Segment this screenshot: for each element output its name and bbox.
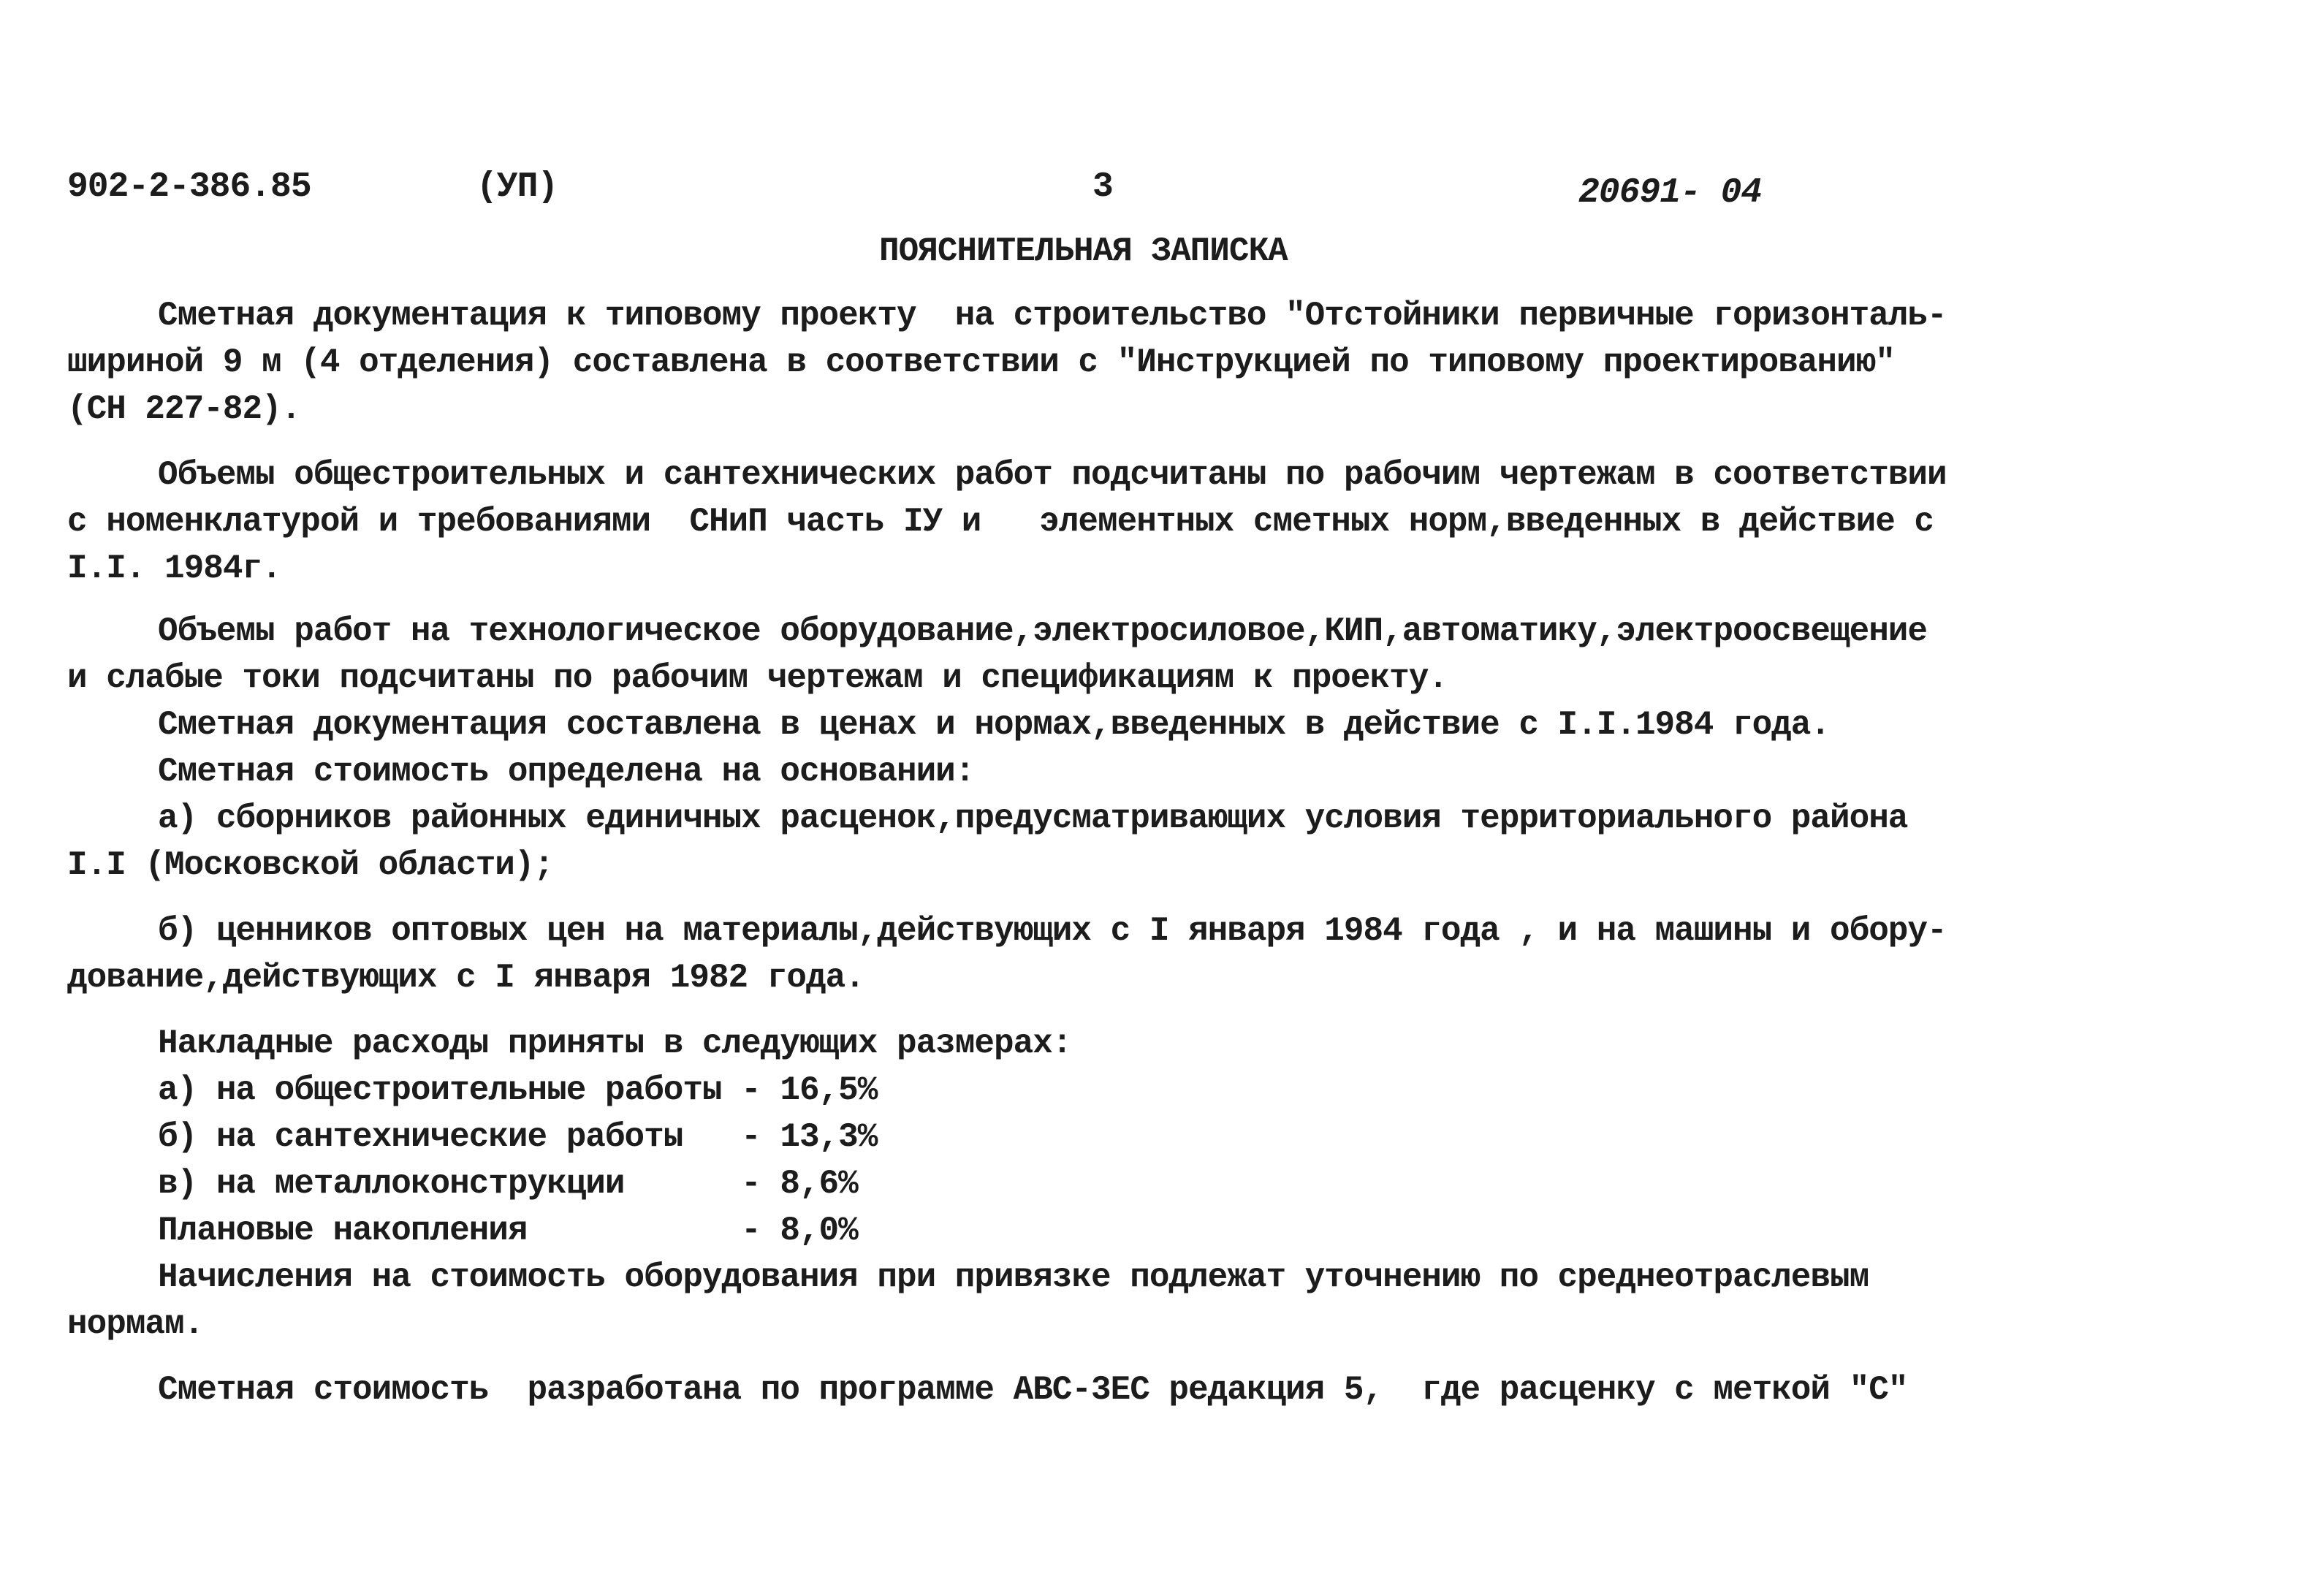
- text-line: Объемы общестроительных и сантехнических работ подсчитаны по рабочим чертежам в соответствии: [158, 456, 1947, 494]
- document-code: 902-2-386.85: [67, 167, 311, 207]
- text-line: а) сборников районных единичных расценок,предусматривающих условия территориального района: [158, 799, 1908, 837]
- page-number: 3: [1092, 167, 1113, 207]
- text-line: Сметная документация составлена в ценах и нормах,введенных в действие с I.I.1984 года.: [158, 706, 1830, 744]
- overhead-item: а) на общестроительные работы - 16,5%: [158, 1071, 878, 1109]
- overhead-item: в) на металлоконструкции - 8,6%: [158, 1165, 858, 1203]
- overhead-item: Плановые накопления - 8,0%: [158, 1212, 858, 1250]
- text-line: Сметная стоимость определена на основании:: [158, 753, 975, 791]
- text-line: Объемы работ на технологическое оборудование,электросиловое,КИП,автоматику,электроосвещение: [158, 612, 1928, 650]
- text-line: Сметная стоимость разработана по программе АВС-3ЕС редакция 5, где расценку с меткой "С": [158, 1371, 1908, 1409]
- text-line: Сметная документация к типовому проекту на строительство "Отстойники первичные горизонталь-: [158, 297, 1947, 335]
- text-line: I.I (Московской области);: [67, 846, 554, 884]
- text-line: с номенклатурой и требованиями СНиП часть IУ и элементных сметных норм,введенных в действие с: [67, 503, 1934, 541]
- volume-label: (УП): [476, 167, 558, 207]
- text-line: б) ценников оптовых цен на материалы,действующих с I января 1984 года , и на машины и обору-: [158, 912, 1947, 950]
- text-line: Начисления на стоимость оборудования при привязке подлежат уточнению по среднеотраслевым: [158, 1258, 1869, 1296]
- text-line: I.I. 1984г.: [67, 550, 281, 588]
- text-line: дование,действующих с I января 1982 года.: [67, 959, 864, 997]
- text-line: (СН 227-82).: [67, 390, 301, 428]
- text-line: Накладные расходы приняты в следующих размерах:: [158, 1025, 1072, 1063]
- text-line: шириной 9 м (4 отделения) составлена в соответствии с "Инструкцией по типовому проектированию": [67, 343, 1895, 381]
- overhead-item: б) на сантехнические работы - 13,3%: [158, 1118, 878, 1156]
- text-line: и слабые токи подсчитаны по рабочим чертежам и спецификациям к проекту.: [67, 659, 1448, 697]
- text-line: нормам.: [67, 1305, 204, 1343]
- page-title: ПОЯСНИТЕЛЬНАЯ ЗАПИСКА: [879, 232, 1288, 270]
- document-number: 20691- 04: [1578, 173, 1762, 213]
